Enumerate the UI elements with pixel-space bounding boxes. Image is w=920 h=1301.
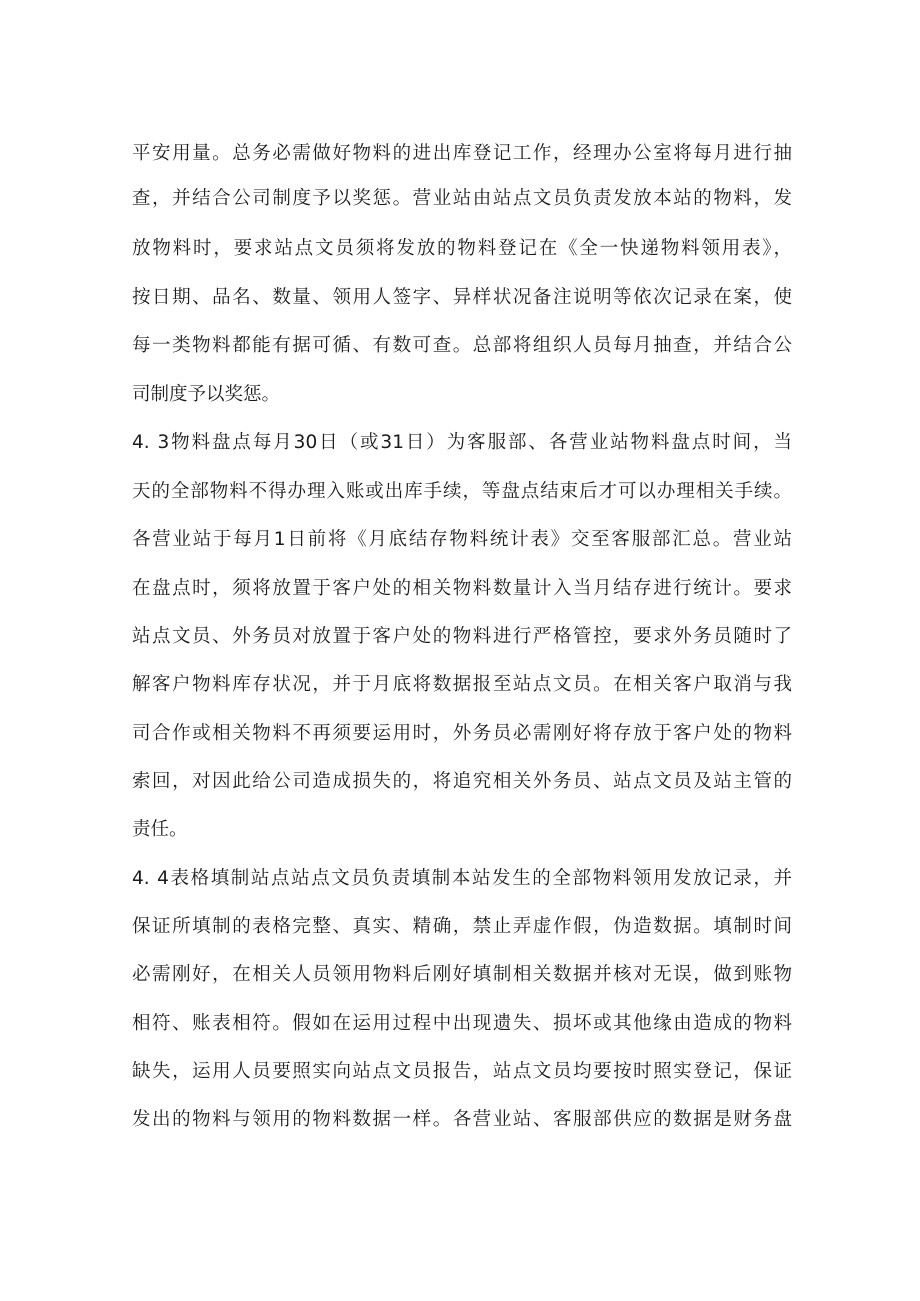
text-line: 司合作或相关物料不再须要运用时，外务员必需刚好将存放于客户处的物料 [132,723,792,744]
text-line: 必需刚好，在相关人员领用物料后刚好填制相关数据并核对无误，做到账物 [132,964,792,985]
text-line: 放物料时，要求站点文员须将发放的物料登记在《全一快递物料领用表》， [132,238,792,259]
text-line: 4. 4表格填制站点站点文员负责填制本站发生的全部物料领用发放记录，并 [132,868,792,889]
text-line: 4. 3物料盘点每月30日（或31日）为客服部、各营业站物料盘点时间，当 [132,432,792,453]
text-line: 责任。 [132,819,188,840]
text-line: 在盘点时，须将放置于客户处的相关物料数量计入当月结存进行统计。要求 [132,578,792,599]
text-line: 相符、账表相符。假如在运用过程中出现遗失、损坏或其他缘由造成的物料 [132,1013,792,1034]
text-line: 司制度予以奖惩。 [132,384,281,405]
text-line: 每一类物料都能有据可循、有数可查。总部将组织人员每月抽查，并结合公 [132,335,792,356]
text-line: 索回，对因此给公司造成损失的，将追究相关外务员、站点文员及站主管的 [132,771,792,792]
text-line: 平安用量。总务必需做好物料的进出库登记工作，经理办公室将每月进行抽 [132,143,792,164]
text-line: 解客户物料库存状况，并于月底将数据报至站点文员。在相关客户取消与我 [132,674,792,695]
text-line: 查，并结合公司制度予以奖惩。营业站由站点文员负责发放本站的物料，发 [132,188,792,209]
text-line: 各营业站于每月1日前将《月底结存物料统计表》交至客服部汇总。营业站 [132,529,792,550]
text-line: 天的全部物料不得办理入账或出库手续，等盘点结束后才可以办理相关手续。 [132,481,792,502]
text-line: 保证所填制的表格完整、真实、精确，禁止弄虚作假，伪造数据。填制时间 [132,916,792,937]
text-line: 缺失，运用人员要照实向站点文员报告，站点文员均要按时照实登记，保证 [132,1061,792,1082]
text-line: 发出的物料与领用的物料数据一样。各营业站、客服部供应的数据是财务盘 [132,1109,792,1130]
text-line: 按日期、品名、数量、领用人签字、异样状况备注说明等依次记录在案，使 [132,287,792,308]
text-line: 站点文员、外务员对放置于客户处的物料进行严格管控，要求外务员随时了 [132,626,792,647]
